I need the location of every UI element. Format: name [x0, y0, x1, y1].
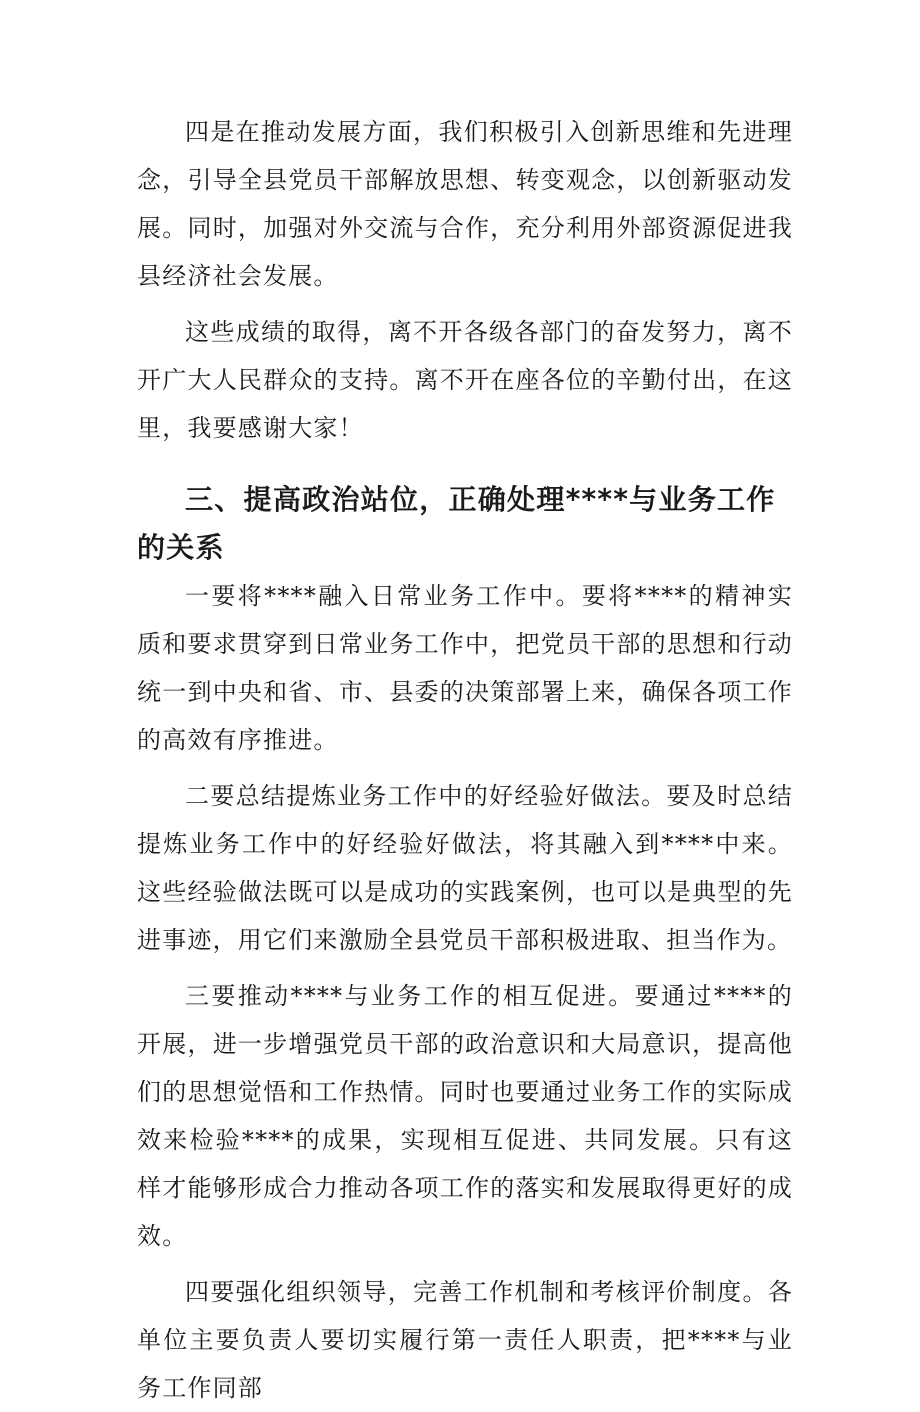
document-page: [137, 108, 793, 1412]
paragraph-point-two: 二要总结提炼业务工作中的好经验好做法。要及时总结提炼业务工作中的好经验好做法，将其融入到****中来。这些经验做法既可以是成功的实践案例，也可以是典型的先进事迹，用它们来激励全县党员干部积极进取、担当作为。: [137, 782, 793, 954]
paragraph-point-four: 四要强化组织领导，完善工作机制和考核评价制度。各单位主要负责人要切实履行第一责任人职责，把****与业务工作同部: [137, 1278, 793, 1402]
paragraph-point-three: 三要推动****与业务工作的相互促进。要通过****的开展，进一步增强党员干部的政治意识和大局意识，提高他们的思想觉悟和工作热情。同时也要通过业务工作的实际成效来检验****的成果，实现相互促进、共同发展。只有这样才能够形成合力推动各项工作的落实和发展取得更好的成效。: [137, 982, 793, 1250]
paragraph-acknowledgement: 这些成绩的取得，离不开各级各部门的奋发努力，离不开广大人民群众的支持。离不开在座各位的辛勤付出，在这里，我要感谢大家！: [137, 318, 793, 442]
section-heading: 三、提高政治站位，正确处理****与业务工作的关系: [137, 483, 776, 564]
paragraph-innovation: 四是在推动发展方面，我们积极引入创新思维和先进理念，引导全县党员干部解放思想、转变观念，以创新驱动发展。同时，加强对外交流与合作，充分利用外部资源促进我县经济社会发展。: [137, 118, 793, 290]
paragraph-point-one: 一要将****融入日常业务工作中。要将****的精神实质和要求贯穿到日常业务工作中，把党员干部的思想和行动统一到中央和省、市、县委的决策部署上来，确保各项工作的高效有序推进。: [137, 582, 793, 754]
